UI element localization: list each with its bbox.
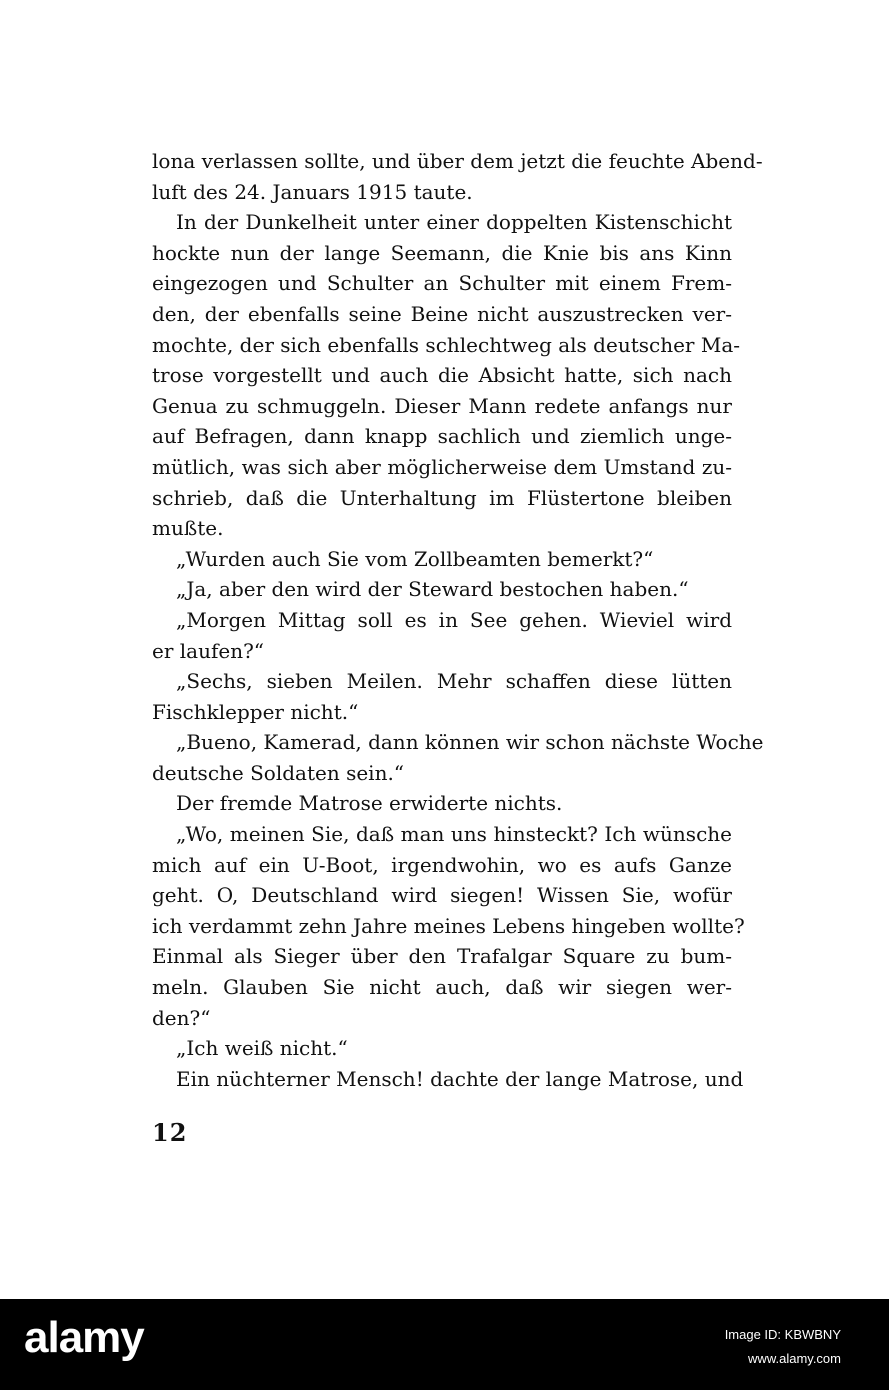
text-line: Der fremde Matrose erwiderte nichts. bbox=[176, 791, 563, 816]
text-line: ich verdammt zehn Jahre meines Lebens hingeben wollte? bbox=[152, 913, 745, 938]
image-id-label: Image ID: KBWBNY bbox=[724, 1327, 841, 1342]
page-number: 12 bbox=[152, 1118, 188, 1147]
watermark-footer bbox=[0, 1299, 889, 1390]
text-line: mütlich, was sich aber möglicherweise dem Umstand zu- bbox=[152, 454, 732, 479]
text-line: deutsche Soldaten sein.“ bbox=[152, 760, 405, 785]
text-line: schrieb, daß die Unterhaltung im Flüstertone bleiben bbox=[152, 485, 732, 510]
text-line: Genua zu schmuggeln. Dieser Mann redete anfangs nur bbox=[152, 393, 732, 418]
text-line: meln. Glauben Sie nicht auch, daß wir siegen wer- bbox=[152, 975, 732, 1000]
body-text bbox=[152, 146, 764, 1094]
text-line: „Morgen Mittag soll es in See gehen. Wieviel wird bbox=[176, 607, 732, 632]
logo-text-left: alam bbox=[24, 1313, 121, 1362]
text-line: In der Dunkelheit unter einer doppelten Kistenschicht bbox=[176, 210, 732, 235]
text-line: trose vorgestellt und auch die Absicht hatte, sich nach bbox=[152, 363, 732, 388]
text-line: auf Befragen, dann knapp sachlich und ziemlich unge- bbox=[152, 424, 732, 449]
text-line: eingezogen und Schulter an Schulter mit einem Frem- bbox=[152, 271, 732, 296]
text-line: Fischklepper nicht.“ bbox=[152, 699, 359, 724]
text-line: mußte. bbox=[152, 516, 224, 541]
text-line: luft des 24. Januars 1915 taute. bbox=[152, 179, 473, 204]
text-line: er laufen?“ bbox=[152, 638, 265, 663]
text-line: „Ich weiß nicht.“ bbox=[176, 1036, 348, 1061]
text-line: Ein nüchterner Mensch! dachte der lange Matrose, und bbox=[176, 1066, 744, 1091]
text-line: lona verlassen sollte, und über dem jetzt die feuchte Abend- bbox=[152, 149, 763, 173]
logo-text-right: y bbox=[120, 1313, 144, 1362]
text-line: hockte nun der lange Seemann, die Knie bis ans Kinn bbox=[152, 240, 732, 265]
footer-url: www.alamy.com bbox=[748, 1351, 841, 1366]
text-line: den?“ bbox=[152, 1005, 211, 1030]
text-line: „Ja, aber den wird der Steward bestochen haben.“ bbox=[176, 577, 689, 602]
text-line: mich auf ein U-Boot, irgendwohin, wo es aufs Ganze bbox=[152, 852, 732, 877]
text-line: geht. O, Deutschland wird siegen! Wissen Sie, wofür bbox=[152, 883, 732, 908]
text-line: „Wo, meinen Sie, daß man uns hinsteckt? Ich wünsche bbox=[176, 822, 732, 847]
text-line: „Sechs, sieben Meilen. Mehr schaffen diese lütten bbox=[176, 669, 732, 694]
text-line: den, der ebenfalls seine Beine nicht auszustrecken ver- bbox=[152, 301, 732, 326]
text-line: Einmal als Sieger über den Trafalgar Square zu bum- bbox=[152, 944, 732, 969]
alamy-logo bbox=[24, 1313, 144, 1363]
text-line: mochte, der sich ebenfalls schlechtweg als deutscher Ma- bbox=[152, 332, 740, 357]
text-line: „Bueno, Kamerad, dann können wir schon nächste Woche bbox=[176, 730, 764, 755]
text-line: „Wurden auch Sie vom Zollbeamten bemerkt?“ bbox=[176, 546, 654, 571]
